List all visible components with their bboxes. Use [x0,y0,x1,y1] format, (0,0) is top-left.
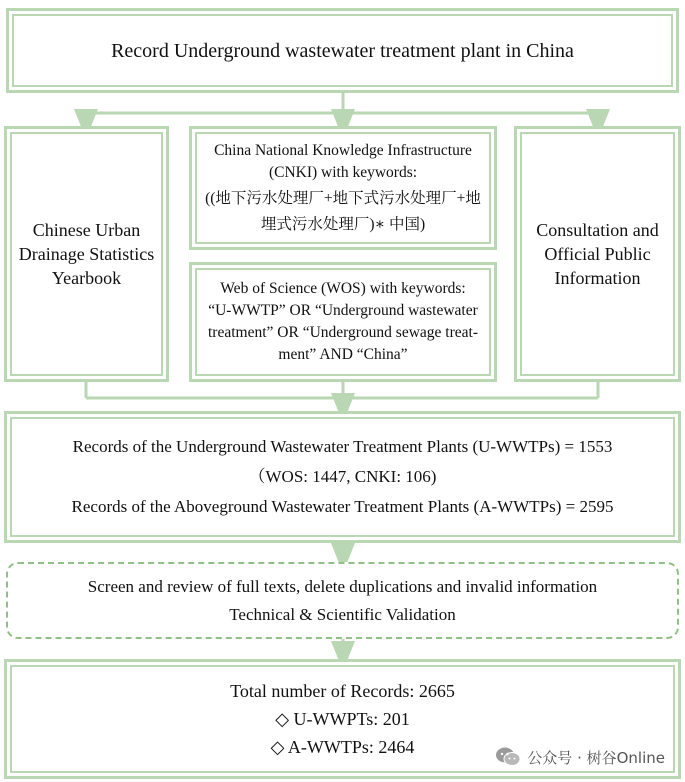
yearbook-line-1: Chinese Urban [32,220,141,240]
records-line-1: Records of the Underground Wastewater Treatment Plants (U-WWTPs) = 1553 [72,437,613,456]
cnki-keywords-box [189,126,497,250]
records-line-2: （WOS: 1447, CNKI: 106) [248,467,437,486]
watermark [495,746,665,768]
records-box [4,411,681,543]
cnki-line-2: (CNKI) with keywords: [268,164,418,181]
top-record-box [6,8,679,93]
cnki-line-4: 埋式污水处理厂)∗ 中国) [260,216,426,233]
screen-line-2: Technical & Scientific Validation [229,604,456,624]
consultation-line-3: Information [554,268,641,288]
wechat-icon [495,746,521,768]
cnki-line-1: China National Knowledge Infrastructure [214,142,472,159]
consultation-box [514,126,681,382]
cnki-line-3: ((地下污水处理厂+地下式污水处理厂+地 [205,190,481,207]
consultation-line-1: Consultation and [536,220,659,240]
wos-line-2: “U-WWTP” OR “Underground wastewater [208,302,478,319]
watermark-text: 公众号 · 树谷Online [527,748,665,767]
yearbook-line-2: Drainage Statistics [18,244,155,264]
wos-line-1: Web of Science (WOS) with keywords: [220,280,466,297]
screen-review-box [6,562,679,639]
total-item-uwwpts: ◇ U-WWPTs: 201 [275,709,410,729]
screen-line-1: Screen and review of full texts, delete duplications and invalid information [87,576,598,596]
yearbook-line-3: Yearbook [51,268,122,288]
total-item-awwtps: ◇ A-WWTPs: 2464 [270,737,415,757]
yearbook-box [4,126,169,382]
records-line-3: Records of the Aboveground Wastewater Treatment Plants (A-WWTPs) = 2595 [71,497,614,516]
total-title: Total number of Records: 2665 [230,681,455,701]
consultation-line-2: Official Public [544,244,651,264]
wos-line-4: ment” AND “China” [278,346,408,363]
top-record-text: Record Underground wastewater treatment plant in China [111,39,574,62]
wos-keywords-box [189,262,497,382]
wos-line-3: treatment” OR “Underground sewage treat- [208,324,478,341]
